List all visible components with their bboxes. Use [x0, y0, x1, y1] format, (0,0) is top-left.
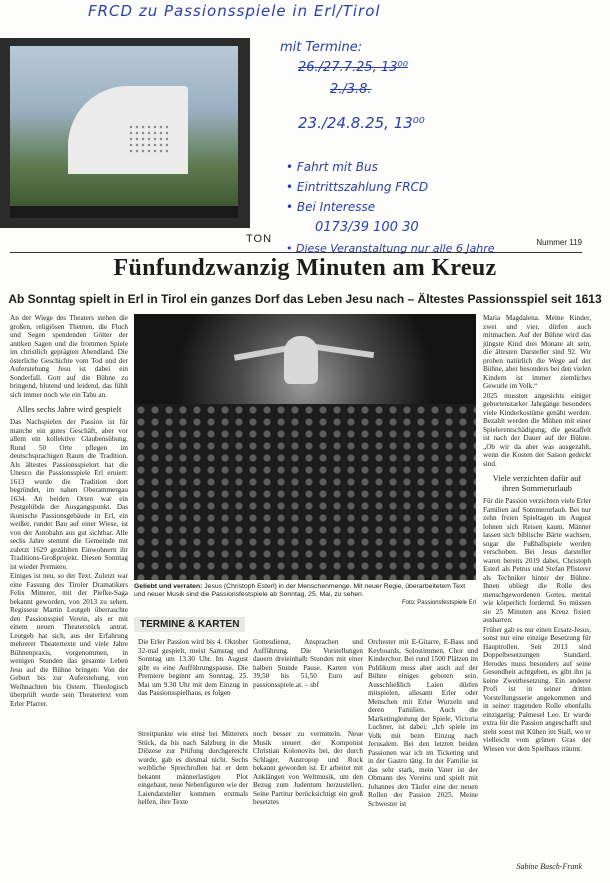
- paragraph: Einiges ist neu, so der Text. Zuletzt war eine Fassung des Tiroler Dramatikers Felix Mitterer, mit der Piefke-Saga bekannt geworden, von 2013 zu sehen. Regisseur Martin Leutgeb überraschte den Passionsspiel Verein, als er mit einem neuen Theaterstück antrat. Leutgeb hat sich, aus der Erfahrung mehrerer Theatertexte und viele Jahre Bühnenpraxis, vorgenommen, in wenigen Stunden das gesamte Leben Jesu auf die Bühne bringen: Von der Geburt bis zur Auferstehung, von Weihnachten bis Ostern. Theologisch überprüft wurde sein Theatertext vom Erler Pfarrer.: [10, 572, 128, 708]
- article-author: Sabine Busch-Frank: [516, 862, 582, 871]
- paragraph: Maria Magdalena. Meine Kinder, zwei und vier, dürfen auch mitmachen. Auf der Bühne wird das jüngste Kind drei Monate alt sein, die ältesten Darsteller sind 92. Wir proben natürlich die Wege auf der Bühne, aber besonders bei den vielen Kindern ist immer ziemliches Gewurle im Volk.“: [483, 314, 591, 390]
- photo-caption: [134, 583, 476, 607]
- termine-box: [134, 614, 476, 632]
- paragraph: Das Nachspielen der Passion ist für manche ein gutes Geschäft, aber vor allem ein kollektive Glaubensübung. Rund 50 Orte pflegen im deutschsprachigen Raum die Tradition. Als ältestes Passionsspielort hat die Unesco die Passionsspiele Erl eruiert: 1613 wurde die Tradition dort begründet, im nahen Oberammergau 1634. An beiden Orten war ein Pestgelübde der Ausgangspunkt. Das ikonische Passionsgebäude in Erl, ein weißer, runder Bau auf einer Wiese, ist von der Autobahn aus gut sichtbar. Alle sechs Jahre stemmt die Gemeinde mit zuletzt 1629 gezählten Einwohnern ihr Traditions-Großprojekt. Diesen Sonntag ist wieder Premiere.: [10, 418, 128, 571]
- paragraph: 2025 mussten angesichts einiger geburtenstarker Jahrgänge besonders viele Kinderkostüme genäht werden. Bezahlt werden die Mühen mit einer Spielerentschädigung, die gestaffelt ist nach der Dauer auf der Bühne. „Ob wir da aber was ausgezahlt, wenn die Kosten der Saison gedeckt sind.: [483, 391, 591, 468]
- bullet-text: Bei Interesse: [296, 200, 376, 214]
- handwritten-phone-number: 0173/39 100 30: [315, 220, 419, 235]
- paragraph: Früher gab es nur einen Ersatz-Jesus, sonst nur eine einzige Besetzung für Hauptrollen. Seit 2013 sind Doppelbesetzungen Standard. Herodes muss besonders auf seine Gesundheit achtgeben, es gibt ihn ja keine Zweitbesetzung. Ein anderer Profi ist in seiner dritten Vorstellungsserie angekommen und in seiner tragenden Rolle ebenfalls einzigartig: Palmesel Leo. Er wurde extra für die Passion angeschafft und steht sonst mit Kühen im Stall, wo er vielleicht vom grünen Gras der Wiesen vor dem Spielhaus träumt.: [483, 625, 591, 753]
- handwritten-date-crossed-2: 2./3.8.: [330, 82, 372, 97]
- bullet-text: Diese Veranstaltung nur alle 6 Jahre: [296, 242, 495, 255]
- header-rule: [10, 252, 582, 253]
- handwritten-date-final: 23./24.8.25, 13⁰⁰: [298, 114, 425, 132]
- handwritten-date-crossed-1: 26./27.7.25, 13⁰⁰: [298, 60, 408, 75]
- cross-dot-pattern: [128, 124, 168, 154]
- column-subhead: Alles sechs Jahre wird gespielt: [16, 404, 122, 414]
- column-subhead: Viele verzichten dafür auf ihren Sommerurlaub: [492, 473, 582, 493]
- paragraph: Für die Passion verzichten viele Erler Familien auf Sommerurlaub. Bei nur zehn freien Spieltagen im August lohnen sich Reisen kaum. Männer lassen sich biblische Bärte wachsen, sogar die Fußballspiele werden verschoben. Bei Jesus darsteller waren bereits 2019 dabei, Christoph Esterl als Petrus und Stefan Pfisterer als Techniker hinter der Bühne. Ihnen obliegt die Rolle des menschgewordenen Gottes, mental wie körperlich fordernd. So müssen sie 25 Minuten ans Kreuz fixiert ausharren.: [483, 497, 591, 624]
- photo-credit: Foto: Passionsfestspiele Erl: [401, 600, 476, 606]
- caption-lead: Geliebt und verraten:: [134, 583, 203, 590]
- article-bottom-col2: noch besser zu vermitteln. Neue Musik steuert der Komponist Christian Kolonovits bei, der durch Schlager, Austropop und Rock bekannt geworden ist. Er arbeitet mit Anklängen von Weltmusik, um den Bezug zum Judentum herzustellen. Seine Partitur berücksichtigt ein groß besetztes: [253, 730, 363, 806]
- termine-text-col1: Die Erler Passion wird bis 4. Oktober 32-mal gespielt, meist Samstag und Sonntag um 13.30 Uhr. Im August gibt es eine Aufführungspause. Die Premiere beginnt am Sonntag, 25. Mai um 9.30 Uhr mit dem Einzug in das Passionsspielhaus, es folgen: [138, 638, 248, 697]
- article-column-left: [10, 314, 128, 709]
- paragraph: An der Wiege des Theaters stehen die großen, religiösen Themen, die Fluch und Segen spendenden Götter der antiken Sagen und die frommen Spiele im christlich geprägten Abendland. Die österliche Geschichte vom Tod und der Auferstehung Jesu ist dabei ein Sonderfall. Gott auf die Bühne zu bringend, blutend und leidend, das fühlt sich immer noch wie ein Tabu an.: [10, 314, 128, 399]
- caption-text: Jesus (Christoph Esterl) in der Menschenmenge. Mit neuer Regie, überarbeitetem Text und neuer Musik sind die Passionsfestspiele ab Sonntag, 25. Mai, zu sehen.: [134, 583, 466, 598]
- article-headline: Fünfundzwanzig Minuten am Kreuz: [113, 255, 497, 281]
- termine-label: TERMINE & KARTEN: [134, 617, 245, 632]
- bullet-text: Fahrt mit Bus: [296, 160, 378, 174]
- handwritten-bullet-payment: • Eintrittszahlung FRCD: [286, 180, 429, 194]
- screen-taskbar: [10, 206, 238, 218]
- newspaper-name: TON: [246, 233, 273, 245]
- article-bottom-col1: Streitpunkte wie einst bei Mitterers Stück, da bis nach Salzburg in die Diözese zur Prüfung durchgereicht wurde, gab es diesmal nicht. Sechs weibliche Sprechrollen hat er dem bekannt männerlastigen Plot eingebaut, neue Nebenfiguren wie der Laiendarsteller kommen erstmals helfen, ihre Texte: [138, 730, 248, 806]
- screen-image: [10, 46, 238, 206]
- issue-number: Nummer 119: [536, 238, 582, 247]
- article-subheadline: Ab Sonntag spielt in Erl in Tirol ein ganzes Dorf das Leben Jesu nach – Ältestes Passionsspiel seit 1613: [8, 292, 602, 306]
- article-bottom-col3: Orchester mit E-Gitarre, E-Bass und Keyboards, Solostimmen, Chor und Kinderchor. Bei rund 1500 Plätzen im Publikum muss aber auch auf der Bühne einiges geboten sein. Ausschließlich Laien dürfen mitspielen, allesamt Erler oder Menschen mit Erler Wurzeln und deren Familien. Auch die Marketingleitung der Spiele, Victoria Luchner, ist dabei: „Ich spiele im Volk mit beim Einzug nach Jerusalem. Bei den letzten beiden Passionen war ich im Ticketing und in der Gastro tätig. In der Familie ist das sehr stark, mein Vater ist der Obmann des Vereins und spielt mit Johannes den Täufer eine der neuen Rollen der Passion 2025. Meine Schwester ist: [368, 638, 478, 808]
- termine-text-col2: Gottesdienst, Ansprachen und Aufführung. Die Vorstellungen dauern dreieinhalb Stunden mit einer halben Stunde Pause. Karten von 39,50 bis 51,50 Euro auf passionsspiele.at. – sbf: [253, 638, 363, 689]
- handwritten-termine-label: mit Termine:: [280, 40, 363, 55]
- bullet-text: Eintrittszahlung FRCD: [296, 180, 429, 194]
- handwritten-title-note: FRCD zu Passionsspiele in Erl/Tirol: [88, 2, 381, 20]
- article-column-right: [483, 314, 591, 754]
- crowd-hands: [134, 404, 476, 580]
- handwritten-bullet-bus: • Fahrt mit Bus: [286, 160, 378, 174]
- jesus-crowd-photo: [134, 314, 476, 580]
- handwritten-bullet-interest: • Bei Interesse: [286, 200, 376, 214]
- passion-house-photo: [0, 38, 250, 228]
- handwritten-bullet-frequency: • Diese Veranstaltung nur alle 6 Jahre: [286, 242, 495, 255]
- jesus-figure: [284, 336, 318, 384]
